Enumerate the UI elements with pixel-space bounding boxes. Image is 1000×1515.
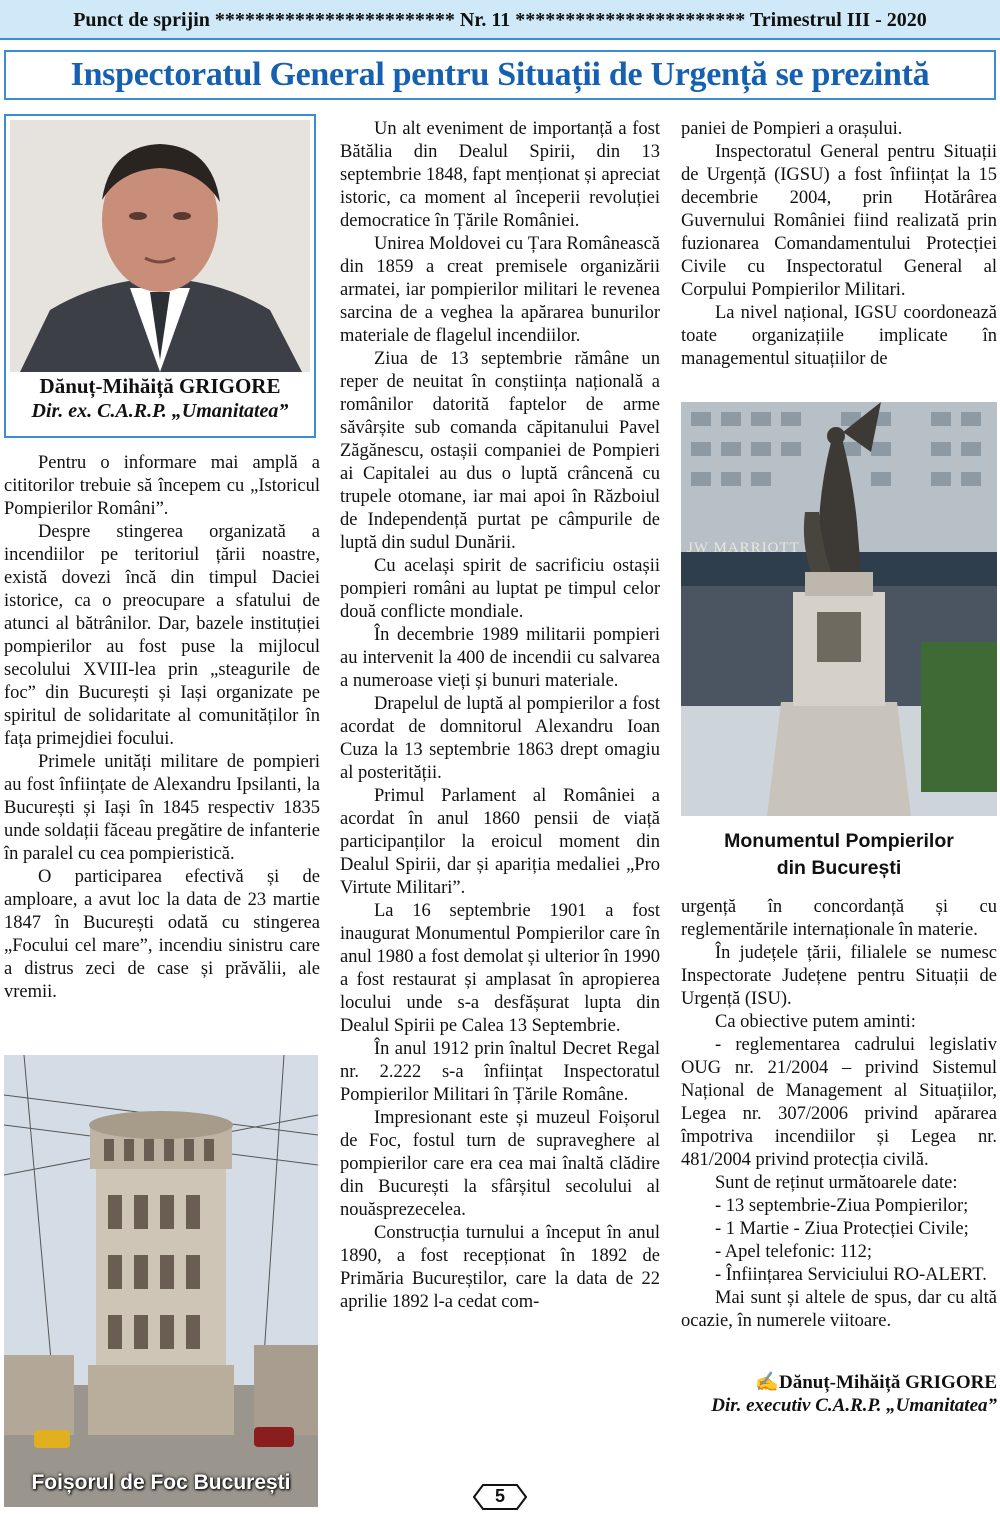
paragraph: Pentru o informare mai amplă a cititorilor trebuie să începem cu „Istoricul Pompierilor Români”. bbox=[4, 453, 320, 519]
fire-tower-photo bbox=[4, 1055, 318, 1507]
author-photo bbox=[10, 120, 310, 372]
paragraph: Cu același spirit de sacrificiu ostașii pompieri români au luptat pe timpul celor două conflicte mondiale. bbox=[340, 556, 660, 622]
paragraph: În decembrie 1989 militarii pompieri au intervenit la 400 de incendii cu salvarea a numeroase vieți și bunuri materiale. bbox=[340, 625, 660, 691]
paragraph: paniei de Pompieri a orașului. bbox=[681, 119, 903, 139]
paragraph: Drapelul de luptă al pompierilor a fost acordat de domnitorul Alexandru Ioan Cuza la 13 septembrie 1863 drept omagiu al posterității. bbox=[340, 694, 660, 783]
monument-illustration bbox=[681, 402, 997, 816]
page-header bbox=[0, 0, 1000, 40]
monument-caption-line2: din București bbox=[776, 857, 902, 879]
author-portrait-frame bbox=[4, 114, 316, 438]
header-text: Punct de sprijin ************************ Nr. 11 *********************** Trimestrul III - 2020 bbox=[73, 9, 927, 31]
monument-caption-line1: Monumentul Pompierilor bbox=[724, 830, 954, 852]
monument-caption bbox=[681, 828, 997, 882]
signature-role: Dir. executiv C.A.R.P. „Umanitatea” bbox=[711, 1395, 997, 1416]
author-photo-illustration bbox=[10, 120, 310, 372]
paragraph: În județele țării, filialele se numesc Inspectorate Județene pentru Situații de Urgență (ISU). bbox=[681, 943, 997, 1009]
page-number-badge bbox=[473, 1484, 527, 1510]
paragraph: Mai sunt și altele de spus, dar cu altă ocazie, în numerele viitoare. bbox=[681, 1288, 997, 1331]
fire-tower-illustration bbox=[4, 1055, 318, 1507]
paragraph: Sunt de reținut următoarele date: bbox=[715, 1173, 958, 1193]
paragraph: Ca obiective putem aminti: bbox=[715, 1012, 916, 1032]
paragraph: Unirea Moldovei cu Țara Românească din 1859 a creat premisele organizării armatei, iar pompierilor militari le revenea sarcina de a veghea la apărarea bunurilor materiale de flagelul incendiilor. bbox=[340, 234, 660, 346]
paragraph: Primul Parlament al României a acordat în anul 1860 pensii de viață participanților la eroicul moment din Dealul Spirii, dar și apariția medaliei „Pro Virtute Militari”. bbox=[340, 786, 660, 898]
article-column-3-bottom bbox=[681, 896, 997, 1333]
paragraph: În anul 1912 prin înaltul Decret Regal nr. 2.222 s-a înființat Inspectoratul Pompierilor Militari în Țările Române. bbox=[340, 1039, 660, 1105]
paragraph: Inspectoratul General pentru Situații de Urgență (IGSU) a fost înființat la 15 decembrie 2004, prin Hotărârea Guvernului României fiind realizată prin fuzionarea Comandamentului Protecției Civile cu Inspectoratul General al Corpului Pompierilor Militari. bbox=[681, 142, 997, 300]
signature-name bbox=[681, 1371, 997, 1394]
list-item: - Înființarea Serviciului RO-ALERT. bbox=[715, 1265, 987, 1285]
article-title: Inspectoratul General pentru Situații de Urgență se prezintă bbox=[4, 50, 996, 100]
hotel-sign: JW MARRIOTT bbox=[687, 540, 800, 556]
fire-tower-caption: Foișorul de Foc București bbox=[31, 1471, 291, 1494]
paragraph: urgență în concordanță și cu reglementările internaționale în materie. bbox=[681, 897, 997, 940]
article-column-1 bbox=[4, 452, 320, 1004]
signature-name-text: Dănuț-Mihăiță GRIGORE bbox=[779, 1372, 997, 1393]
article-column-3-top bbox=[681, 118, 997, 371]
paragraph: Un alt eveniment de importanță a fost Bătălia din Dealul Spirii, din 13 septembrie 1848, fapt menționat și apreciat istoric, ca moment al începerii revoluției democratice în Țările României. bbox=[340, 119, 660, 231]
list-item: - Apel telefonic: 112; bbox=[715, 1242, 873, 1262]
author-name: Dănuț-Mihăiță GRIGORE bbox=[39, 374, 281, 398]
list-item: - 1 Martie - Ziua Protecției Civile; bbox=[715, 1219, 969, 1239]
paragraph: La nivel național, IGSU coordonează toate organizațiile implicate în managementul situațiilor de bbox=[681, 303, 997, 369]
paragraph: Construcția turnului a început în anul 1890, a fost recepționat în 1892 de Primăria Bucureștilor, care la data de 22 aprilie 1892 l-a cedat com- bbox=[340, 1223, 660, 1312]
paragraph: La 16 septembrie 1901 a fost inaugurat Monumentul Pompierilor care în anul 1980 a fost demolat și ulterior în 1990 a fost restaurat și amplasat în apropierea locului unde s-a desfășurat lupta din Dealul Spirii pe Calea 13 Septembrie. bbox=[340, 901, 660, 1036]
paragraph: Primele unități militare de pompieri au fost înființate de Alexandru Ipsilanti, la București și Iași în 1845 respectiv 1835 unde soldații făceau pregătire de infanterie în paralel cu cea pompieristică. bbox=[4, 752, 320, 864]
signature-block bbox=[681, 1371, 997, 1417]
list-item: - 13 septembrie-Ziua Pompierilor; bbox=[715, 1196, 969, 1216]
paragraph: Despre stingerea organizată a incendiilor pe teritoriul țării noastre, există dovezi încă din timpul Daciei istorice, ca o preocupare a sfatului de atunci al bătrânilor. Dar, bazele instituției pompierilor au fost puse la mijlocul secolului XVIII-lea prin „steagurile de foc” din București și Iași organizate pe spiritul de solidaritate al comunităților în fața primejdiei focului. bbox=[4, 522, 320, 749]
page-number: 5 bbox=[494, 1486, 505, 1506]
paragraph: Impresionant este și muzeul Foișorul de Foc, fostul turn de supraveghere al pompierilor care era cea mai înaltă clădire din București la sfârșitul secolului al nouăsprezecelea. bbox=[340, 1108, 660, 1220]
paragraph: O participarea efectivă și de amploare, a avut loc la data de 23 martie 1847 în București odată cu stingerea „Focului cel mare”, incendiu sinistru care a distrus zeci de case și prăvălii, ale vremii. bbox=[4, 867, 320, 1002]
monument-photo bbox=[681, 402, 997, 816]
author-role: Dir. ex. C.A.R.P. „Umanitatea” bbox=[31, 400, 289, 422]
article-column-2 bbox=[340, 118, 660, 1314]
paragraph: - reglementarea cadrului legislativ OUG nr. 21/2004 – privind Sistemul Național de Management al Situațiilor, Legea nr. 307/2006 privind apărarea împotriva incendiilor și Legea nr. 481/2004 privind protecția civilă. bbox=[681, 1035, 997, 1170]
pen-icon: ✍ bbox=[755, 1372, 779, 1393]
paragraph: Ziua de 13 septembrie rămâne un reper de neuitat în conștiința națională a românilor datorită faptelor de arme săvârșite sub comanda căpitanului Pavel Zăgănescu, ostașii companiei de Pompieri ai Capitalei au dus o luptă crâncenă cu trupele otomane, iar mai apoi în Războiul de Independență purtat pe câmpurile de luptă din sudul Dunării. bbox=[340, 349, 660, 553]
